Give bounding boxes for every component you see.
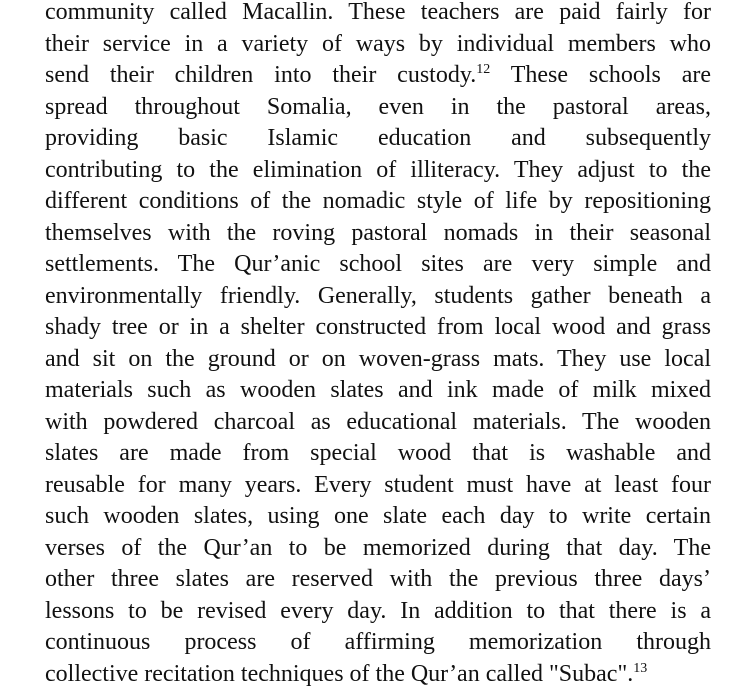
- text-line: [45, 312, 711, 344]
- line-text: providing basic Islamic education and subsequently: [45, 125, 711, 151]
- line-text: verses of the Qur’an to be memorized during that day. The: [45, 535, 711, 561]
- line-text: other three slates are reserved with the previous three days’: [45, 566, 711, 592]
- text-line: [45, 60, 711, 92]
- text-line: [45, 123, 711, 155]
- text-line: [45, 470, 711, 502]
- text-line: [45, 0, 711, 29]
- text-line-last: [45, 659, 711, 690]
- text-line: [45, 438, 711, 470]
- footnote-marker: 13: [633, 661, 647, 676]
- line-text: collective recitation techniques of the Qur’an called "Subac".: [45, 661, 633, 687]
- line-text: send their children into their custody.: [45, 62, 476, 88]
- text-line: [45, 249, 711, 281]
- line-text: with powdered charcoal as educational materials. The wooden: [45, 409, 711, 435]
- line-text: such wooden slates, using one slate each day to write certain: [45, 503, 711, 529]
- text-line: [45, 344, 711, 376]
- document-page: [45, 0, 711, 690]
- text-line: [45, 29, 711, 61]
- line-text: These schools are: [490, 62, 711, 88]
- text-line: [45, 407, 711, 439]
- text-line: [45, 533, 711, 565]
- line-text: lessons to be revised every day. In addition to that there is a: [45, 598, 711, 624]
- text-line: [45, 218, 711, 250]
- line-text: environmentally friendly. Generally, students gather beneath a: [45, 283, 711, 309]
- line-text: materials such as wooden slates and ink made of milk mixed: [45, 377, 711, 403]
- line-text: and sit on the ground or on woven-grass mats. They use local: [45, 346, 711, 372]
- text-line: [45, 564, 711, 596]
- line-text: settlements. The Qur’anic school sites are very simple and: [45, 251, 711, 277]
- line-text: spread throughout Somalia, even in the pastoral areas,: [45, 94, 711, 120]
- line-text: continuous process of affirming memorization through: [45, 629, 711, 655]
- line-text: their service in a variety of ways by individual members who: [45, 31, 711, 57]
- line-text: themselves with the roving pastoral nomads in their seasonal: [45, 220, 711, 246]
- footnote-marker: 12: [476, 62, 490, 77]
- line-text: shady tree or in a shelter constructed from local wood and grass: [45, 314, 711, 340]
- text-line: [45, 501, 711, 533]
- text-line: [45, 92, 711, 124]
- text-line: [45, 627, 711, 659]
- line-text: community called Macallin. These teachers are paid fairly for: [45, 0, 711, 25]
- line-text: reusable for many years. Every student must have at least four: [45, 472, 711, 498]
- text-line: [45, 186, 711, 218]
- text-line: [45, 281, 711, 313]
- line-text: contributing to the elimination of illiteracy. They adjust to the: [45, 157, 711, 183]
- text-line: [45, 596, 711, 628]
- line-text: slates are made from special wood that is washable and: [45, 440, 711, 466]
- line-text: different conditions of the nomadic style of life by repositioning: [45, 188, 711, 214]
- text-line: [45, 155, 711, 187]
- text-line: [45, 375, 711, 407]
